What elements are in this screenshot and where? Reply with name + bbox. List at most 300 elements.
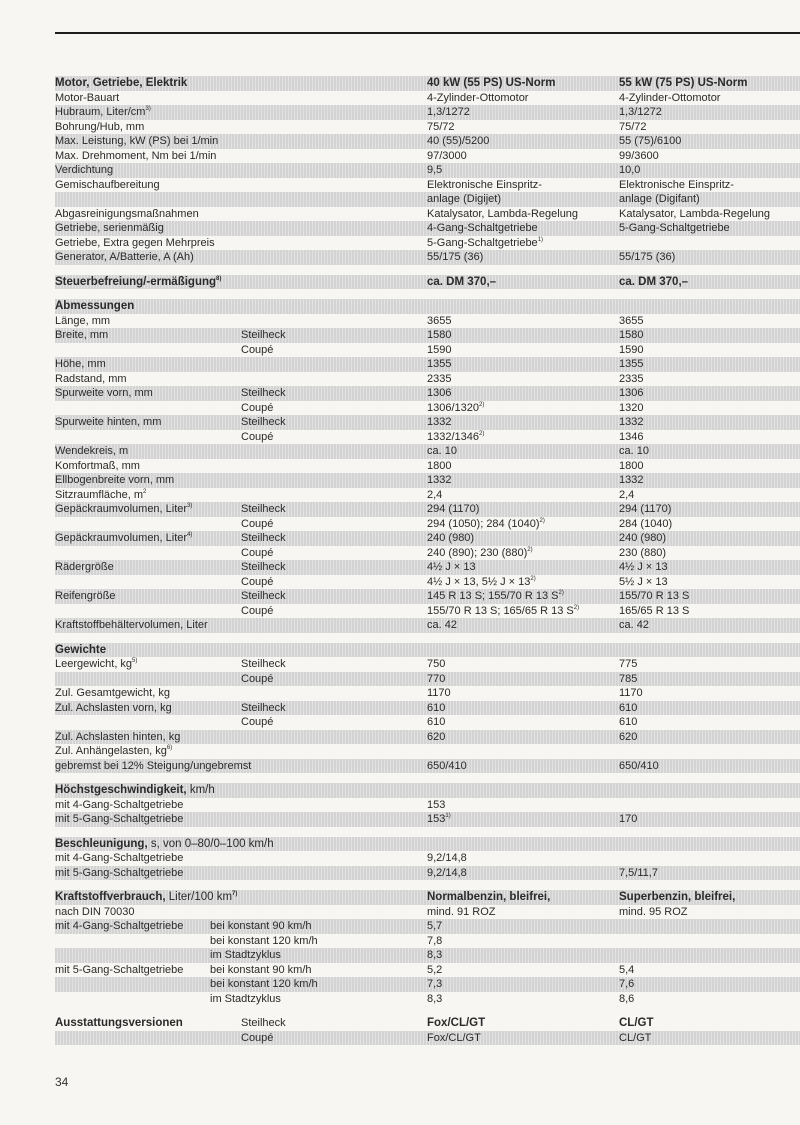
spec-label — [55, 314, 110, 329]
spec-variant-text: Steilheck — [241, 387, 286, 399]
spec-value-75ps-text: 8,6 — [619, 992, 635, 1005]
spec-value-55ps-text: 4½ J × 13 — [427, 561, 476, 573]
footnote-marker: 7) — [232, 891, 238, 897]
spec-row — [55, 701, 800, 716]
section-title-row — [55, 1016, 800, 1031]
spec-label-text: Leergewicht, kg — [55, 658, 133, 670]
spec-variant-text: Coupé — [241, 604, 274, 617]
spec-value-75ps — [619, 866, 658, 881]
spec-label-text: Länge, mm — [55, 314, 111, 327]
spec-label — [55, 250, 194, 265]
spec-label — [55, 686, 170, 701]
spec-value-75ps-text: 55 (75)/6100 — [619, 135, 682, 147]
spec-variant-text: Coupé — [241, 517, 274, 530]
spec-variant-text: Steilheck — [241, 503, 286, 515]
spec-value-55ps — [427, 343, 451, 358]
spec-value-75ps — [619, 560, 668, 575]
spec-row — [55, 531, 800, 546]
spec-value-55ps-text: 240 (890); 230 (880) — [427, 546, 528, 559]
spec-value-75ps — [619, 401, 643, 416]
section-gap — [55, 773, 800, 783]
spec-label — [55, 328, 108, 343]
spec-label-text: Ausstattungsversionen — [55, 1017, 183, 1029]
spec-label — [55, 618, 208, 633]
spec-label-text: Rädergröße — [55, 561, 114, 573]
footnote-marker: 2) — [558, 590, 564, 596]
spec-label — [55, 105, 151, 120]
spec-value-75ps — [619, 502, 671, 517]
spec-label-text: mit 4-Gang-Schaltgetriebe — [55, 852, 184, 864]
spec-row — [55, 977, 800, 992]
spec-row — [55, 560, 800, 575]
spec-label-text: Radstand, mm — [55, 372, 127, 385]
spec-label — [55, 91, 119, 106]
spec-value-55ps-text: Fox/CL/GT — [427, 1031, 481, 1044]
spec-value-75ps-text: 610 — [619, 701, 638, 714]
spec-value-55ps-text: 40 kW (55 PS) US-Norm — [427, 77, 556, 89]
spec-value-55ps-text: 1332/1346 — [427, 430, 479, 443]
spec-value-55ps — [427, 134, 489, 149]
spec-label-text: Kraftstoffverbrauch, — [55, 891, 166, 903]
spec-row — [55, 866, 800, 881]
spec-value-75ps — [619, 546, 666, 561]
spec-label-text: Abgasreinigungsmaßnahmen — [55, 207, 199, 220]
spec-value-55ps-text: 9,2/14,8 — [427, 866, 467, 879]
spec-value-75ps-text: 5,4 — [619, 963, 635, 976]
section-title-row — [55, 643, 800, 658]
spec-value-75ps — [619, 701, 637, 716]
spec-variant-text: Coupé — [241, 716, 274, 728]
spec-value-75ps — [619, 672, 637, 687]
spec-label — [55, 163, 113, 178]
spec-value-75ps-text: 2,4 — [619, 488, 635, 501]
spec-value-55ps — [427, 560, 476, 575]
spec-variant — [210, 963, 312, 978]
spec-label — [55, 759, 251, 774]
spec-value-55ps-text: 8,3 — [427, 949, 443, 961]
spec-variant-text: Coupé — [241, 343, 274, 356]
spec-value-75ps — [619, 812, 637, 827]
spec-row — [55, 250, 800, 265]
spec-row — [55, 948, 800, 963]
spec-value-55ps-text: 153 — [427, 813, 446, 825]
spec-value-55ps-text: 1355 — [427, 358, 452, 370]
spec-label-text: Beschleunigung, — [55, 837, 148, 850]
spec-value-55ps-text: 155/70 R 13 S; 165/65 R 13 S — [427, 604, 574, 617]
spec-label — [55, 905, 135, 920]
spec-value-55ps-text: 770 — [427, 672, 446, 685]
spec-value-75ps — [619, 686, 643, 701]
spec-variant — [241, 502, 286, 517]
spec-row — [55, 401, 800, 416]
spec-value-55ps — [427, 1031, 481, 1046]
spec-variant — [241, 1016, 286, 1031]
spec-value-55ps — [427, 275, 496, 290]
spec-value-55ps-text: 1332 — [427, 474, 452, 486]
spec-value-75ps-text: 55 kW (75 PS) US-Norm — [619, 77, 748, 89]
spec-label-text: Höchstgeschwindigkeit, — [55, 784, 187, 796]
spec-row — [55, 357, 800, 372]
spec-value-75ps — [619, 730, 637, 745]
spec-value-75ps — [619, 618, 649, 633]
spec-value-75ps-text: 4-Zylinder-Ottomotor — [619, 91, 721, 104]
spec-variant — [241, 531, 286, 546]
spec-value-75ps — [619, 372, 643, 387]
spec-value-55ps-text: 1,3/1272 — [427, 106, 470, 118]
spec-value-75ps — [619, 120, 647, 135]
spec-value-55ps — [427, 415, 451, 430]
spec-value-75ps — [619, 589, 689, 604]
spec-variant — [241, 589, 286, 604]
spec-value-55ps — [427, 372, 451, 387]
spec-value-75ps — [619, 76, 747, 91]
spec-label — [55, 783, 215, 798]
spec-variant-text: Coupé — [241, 575, 274, 588]
spec-value-75ps — [619, 759, 659, 774]
spec-label — [55, 744, 172, 759]
spec-row — [55, 851, 800, 866]
spec-variant — [241, 701, 286, 716]
spec-value-55ps-text: 620 — [427, 730, 446, 743]
footnote-marker: 2) — [527, 546, 533, 553]
spec-value-55ps — [427, 221, 538, 236]
spec-value-75ps-text: 620 — [619, 730, 638, 743]
spec-value-55ps — [427, 502, 479, 517]
footnote-marker: 2 — [143, 488, 147, 495]
section-title-row — [55, 783, 800, 798]
spec-value-55ps — [427, 730, 445, 745]
spec-variant — [241, 430, 273, 445]
spec-value-75ps-text: 7,6 — [619, 978, 635, 990]
spec-label — [55, 207, 199, 222]
spec-value-75ps — [619, 1031, 651, 1046]
spec-value-75ps-text: 610 — [619, 716, 638, 728]
spec-value-55ps — [427, 934, 442, 949]
spec-value-55ps-text: 7,8 — [427, 934, 443, 947]
spec-value-75ps-text: 1306 — [619, 387, 644, 399]
spec-value-75ps-text: 1,3/1272 — [619, 106, 662, 118]
spec-variant-text: Coupé — [241, 430, 274, 443]
spec-label — [55, 798, 183, 813]
section-title-row — [55, 76, 800, 91]
spec-label — [55, 275, 221, 290]
spec-value-55ps — [427, 192, 501, 207]
spec-label-text: Breite, mm — [55, 329, 109, 341]
spec-value-55ps — [427, 531, 474, 546]
spec-variant — [241, 657, 286, 672]
spec-value-75ps-text: 2335 — [619, 372, 644, 385]
spec-value-75ps — [619, 314, 643, 329]
spec-variant-text: im Stadtzyklus — [210, 992, 281, 1005]
spec-value-55ps — [427, 163, 442, 178]
spec-row — [55, 604, 800, 619]
spec-row — [55, 672, 800, 687]
spec-label — [55, 963, 183, 978]
spec-value-75ps — [619, 488, 634, 503]
spec-label — [55, 415, 161, 430]
section-title-row — [55, 890, 800, 905]
spec-row — [55, 919, 800, 934]
spec-value-55ps — [427, 149, 467, 164]
spec-variant — [241, 517, 273, 532]
spec-variant-text: Coupé — [241, 401, 274, 414]
spec-row — [55, 372, 800, 387]
spec-variant — [241, 672, 273, 687]
spec-value-55ps-text: 4½ J × 13, 5½ J × 13 — [427, 575, 531, 588]
spec-value-55ps-text: 4-Zylinder-Ottomotor — [427, 91, 529, 104]
spec-value-55ps-text: 5,2 — [427, 963, 443, 976]
spec-value-75ps — [619, 357, 643, 372]
spec-variant-text: Steilheck — [241, 1017, 286, 1029]
spec-value-55ps-text: 240 (980) — [427, 532, 475, 544]
spec-value-55ps-text: Normalbenzin, bleifrei, — [427, 891, 551, 903]
spec-variant-text: bei konstant 120 km/h — [210, 934, 318, 947]
spec-value-55ps-text: ca. 10 — [427, 445, 457, 457]
spec-value-55ps — [427, 715, 445, 730]
spec-value-75ps-text: ca. 42 — [619, 619, 649, 631]
spec-value-55ps-text: 9,5 — [427, 164, 443, 176]
spec-variant-text: Steilheck — [241, 561, 286, 573]
section-gap — [55, 633, 800, 643]
spec-value-55ps — [427, 517, 545, 532]
spec-variant-text: bei konstant 120 km/h — [210, 978, 318, 990]
spec-row — [55, 618, 800, 633]
spec-variant-text: im Stadtzyklus — [210, 949, 281, 961]
section-gap — [55, 265, 800, 275]
spec-value-75ps — [619, 250, 675, 265]
spec-value-75ps-text: 1332 — [619, 416, 644, 428]
spec-row — [55, 963, 800, 978]
spec-row — [55, 798, 800, 813]
spec-row — [55, 517, 800, 532]
footnote-marker: 3) — [187, 503, 193, 509]
spec-value-55ps — [427, 314, 451, 329]
spec-value-75ps — [619, 1016, 654, 1031]
section-title-row — [55, 275, 800, 290]
spec-value-55ps-text: 2,4 — [427, 488, 443, 501]
spec-value-75ps-text: ca. DM 370,– — [619, 275, 689, 288]
spec-value-55ps-text: 294 (1050); 284 (1040) — [427, 517, 540, 530]
spec-variant-text: Coupé — [241, 546, 274, 559]
spec-label — [55, 657, 137, 672]
spec-value-55ps-text: 610 — [427, 701, 446, 714]
spec-row — [55, 502, 800, 517]
spec-variant — [241, 401, 273, 416]
spec-value-55ps — [427, 686, 451, 701]
spec-label-text: Gewichte — [55, 643, 107, 656]
spec-row — [55, 1031, 800, 1046]
spec-value-75ps-text: 165/65 R 13 S — [619, 604, 690, 617]
spec-label — [55, 221, 164, 236]
section-gap — [55, 880, 800, 890]
spec-value-55ps — [427, 866, 467, 881]
spec-label — [55, 643, 106, 658]
spec-variant-text: Steilheck — [241, 416, 286, 428]
spec-value-75ps — [619, 890, 735, 905]
spec-value-55ps — [427, 992, 442, 1007]
spec-value-55ps-text: 650/410 — [427, 759, 467, 772]
spec-row — [55, 905, 800, 920]
spec-value-75ps — [619, 343, 643, 358]
spec-label-text: Reifengröße — [55, 590, 116, 602]
spec-value-75ps — [619, 386, 643, 401]
spec-label-unit: Liter/100 km — [165, 891, 233, 903]
spec-label — [55, 502, 192, 517]
spec-value-55ps — [427, 250, 483, 265]
spec-value-55ps-text: 1170 — [427, 687, 451, 699]
spec-label-text: mit 5-Gang-Schaltgetriebe — [55, 866, 184, 879]
spec-row — [55, 686, 800, 701]
spec-label-text: Getriebe, serienmäßig — [55, 222, 164, 234]
spec-label — [55, 459, 140, 474]
spec-row — [55, 488, 800, 503]
section-title-row — [55, 299, 800, 314]
spec-value-55ps-text: 1800 — [427, 459, 452, 472]
spec-value-55ps-text: 1306 — [427, 387, 452, 399]
spec-value-75ps-text: 1170 — [619, 687, 643, 699]
spec-value-75ps — [619, 105, 662, 120]
spec-value-55ps — [427, 178, 542, 193]
spec-value-55ps — [427, 386, 451, 401]
spec-label — [55, 120, 144, 135]
spec-value-55ps-text: 5,7 — [427, 920, 443, 932]
spec-label — [55, 444, 128, 459]
spec-table — [55, 76, 800, 1045]
footnote-marker: 6) — [166, 745, 173, 751]
spec-label — [55, 560, 114, 575]
spec-label — [55, 1016, 183, 1031]
spec-label-text: gebremst bei 12% Steigung/ungebremst — [55, 759, 252, 772]
spec-row — [55, 91, 800, 106]
spec-variant — [241, 1031, 273, 1046]
spec-value-75ps-text: ca. 10 — [619, 445, 649, 457]
spec-variant — [241, 328, 286, 343]
spec-value-75ps — [619, 91, 720, 106]
spec-value-55ps — [427, 120, 455, 135]
spec-label — [55, 919, 183, 934]
spec-value-75ps-text: 650/410 — [619, 759, 659, 772]
spec-label-text: Generator, A/Batterie, A (Ah) — [55, 251, 194, 263]
spec-row — [55, 744, 800, 759]
spec-value-75ps — [619, 207, 770, 222]
spec-value-75ps-text: 294 (1170) — [619, 503, 672, 515]
spec-value-55ps-text: 1580 — [427, 329, 452, 341]
spec-value-55ps-text: 9,2/14,8 — [427, 852, 467, 864]
spec-row — [55, 120, 800, 135]
spec-value-75ps — [619, 415, 643, 430]
spec-value-75ps-text: 7,5/11,7 — [619, 866, 658, 879]
spec-value-55ps-text: 7,3 — [427, 978, 443, 990]
spec-value-55ps-text: 5-Gang-Schaltgetriebe — [427, 236, 538, 249]
spec-value-75ps-text: 5½ J × 13 — [619, 575, 668, 588]
spec-row — [55, 546, 800, 561]
spec-label-text: Max. Drehmoment, Nm bei 1/min — [55, 149, 217, 162]
spec-value-55ps-text: 294 (1170) — [427, 503, 480, 515]
spec-row — [55, 415, 800, 430]
spec-value-55ps-text: ca. 42 — [427, 619, 457, 631]
spec-value-55ps-text: 610 — [427, 716, 446, 728]
spec-value-55ps — [427, 798, 445, 813]
spec-value-75ps — [619, 473, 643, 488]
spec-value-75ps-text: 240 (980) — [619, 532, 667, 544]
spec-row — [55, 575, 800, 590]
spec-label-text: mit 5-Gang-Schaltgetriebe — [55, 963, 184, 976]
spec-value-55ps — [427, 657, 445, 672]
spec-value-55ps — [427, 488, 442, 503]
spec-label-text: Steuerbefreiung/-ermäßigung — [55, 275, 217, 288]
spec-value-55ps — [427, 430, 484, 445]
spec-label-text: Verdichtung — [55, 164, 114, 176]
spec-value-55ps — [427, 328, 451, 343]
spec-label — [55, 473, 174, 488]
spec-variant — [241, 386, 286, 401]
spec-value-55ps-text: 1306/1320 — [427, 401, 479, 414]
spec-value-75ps — [619, 604, 689, 619]
spec-row — [55, 105, 800, 120]
spec-label — [55, 866, 183, 881]
footnote-marker: 5) — [132, 658, 138, 664]
spec-label-text: Zul. Anhängelasten, kg — [55, 745, 167, 757]
spec-label-text: mit 4-Gang-Schaltgetriebe — [55, 798, 184, 811]
spec-row — [55, 473, 800, 488]
spec-value-55ps — [427, 701, 445, 716]
spec-variant — [210, 992, 281, 1007]
spec-row — [55, 992, 800, 1007]
spec-value-55ps-text: ca. DM 370,– — [427, 275, 497, 288]
spec-value-75ps-text: 3655 — [619, 314, 644, 327]
section-gap — [55, 289, 800, 299]
spec-variant-text: bei konstant 90 km/h — [210, 963, 312, 976]
spec-value-75ps-text: 75/72 — [619, 120, 647, 133]
spec-value-75ps-text: Elektronische Einspritz- — [619, 178, 734, 191]
spec-value-75ps-text: 284 (1040) — [619, 517, 673, 530]
spec-label — [55, 488, 146, 503]
spec-label — [55, 531, 192, 546]
spec-value-75ps-text: 1590 — [619, 343, 644, 356]
spec-value-55ps — [427, 963, 442, 978]
spec-value-55ps — [427, 236, 543, 251]
spec-value-75ps-text: 170 — [619, 813, 638, 825]
spec-label — [55, 589, 116, 604]
spec-label-text: Motor, Getriebe, Elektrik — [55, 77, 188, 89]
spec-value-55ps-text: 153 — [427, 798, 446, 811]
spec-value-75ps-text: 10,0 — [619, 164, 641, 176]
spec-row — [55, 934, 800, 949]
spec-label — [55, 299, 134, 314]
spec-value-55ps — [427, 919, 442, 934]
spec-label-text: Abmessungen — [55, 300, 135, 312]
spec-variant — [241, 343, 273, 358]
spec-label — [55, 386, 153, 401]
spec-label — [55, 812, 183, 827]
spec-label-text: Wendekreis, m — [55, 445, 129, 457]
spec-value-55ps-text: 1590 — [427, 343, 452, 356]
spec-value-55ps — [427, 759, 467, 774]
spec-label — [55, 134, 218, 149]
spec-value-55ps — [427, 91, 528, 106]
spec-label — [55, 178, 160, 193]
spec-label-text: Sitzraumfläche, m — [55, 488, 144, 501]
spec-row — [55, 759, 800, 774]
spec-value-55ps — [427, 459, 451, 474]
spec-value-75ps — [619, 221, 730, 236]
spec-variant — [210, 919, 312, 934]
spec-value-55ps-text: 55/175 (36) — [427, 251, 484, 263]
spec-value-75ps — [619, 134, 681, 149]
spec-variant — [210, 934, 318, 949]
spec-value-75ps-text: 55/175 (36) — [619, 251, 676, 263]
spec-row — [55, 730, 800, 745]
